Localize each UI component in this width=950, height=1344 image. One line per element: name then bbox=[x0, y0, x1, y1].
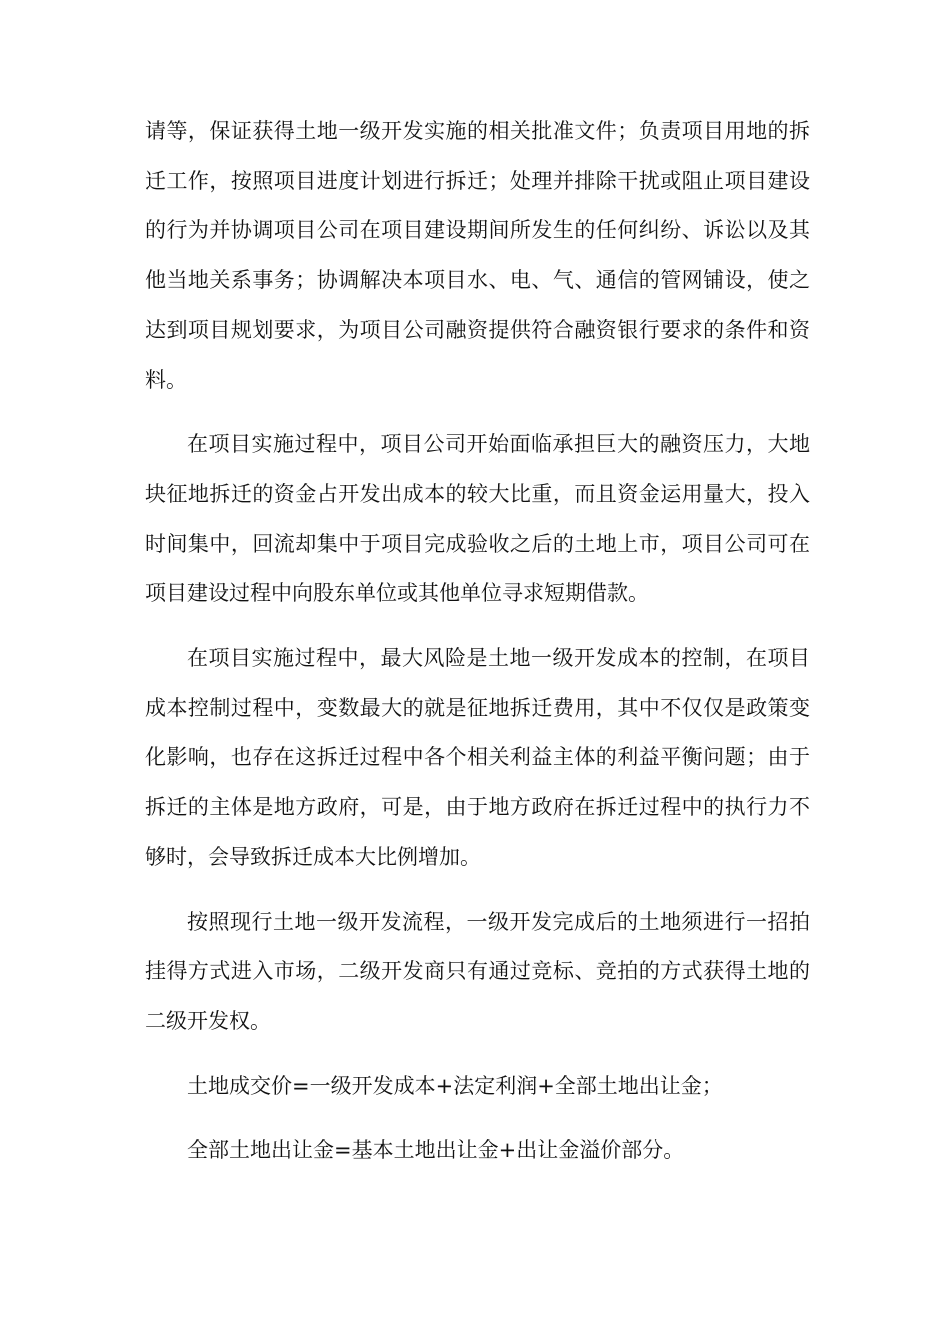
paragraph-cost-control-risk: 在项目实施过程中，最大风险是土地一级开发成本的控制，在项目成本控制过程中，变数最大的就是征地拆迁费用，其中不仅仅是政策变化影响，也存在这拆迁过程中各个相关利益主体的利益平衡问题；由于拆迁的主体是地方政府，可是，由于地方政府在拆迁过程中的执行力不够时，会导致拆迁成本大比例增加。 bbox=[145, 646, 810, 869]
formula-land-transaction-price: 土地成交价=一级开发成本+法定利润+全部土地出让金； bbox=[187, 1073, 723, 1098]
document-page bbox=[145, 107, 810, 1191]
formula-total-land-transfer-fee: 全部土地出让金=基本土地出让金+出让金溢价部分。 bbox=[187, 1138, 685, 1163]
paragraph-development-process: 按照现行土地一级开发流程，一级开发完成后的土地须进行一招拍挂得方式进入市场，二级开发商只有通过竞标、竞拍的方式获得土地的二级开发权。 bbox=[145, 909, 810, 1033]
paragraph-land-development-responsibilities: 请等，保证获得土地一级开发实施的相关批准文件；负责项目用地的拆迁工作，按照项目进度计划进行拆迁；处理并排除干扰或阻止项目建设的行为并协调项目公司在项目建设期间所发生的任何纠纷、诉讼以及其他当地关系事务；协调解决本项目水、电、气、通信的管网铺设，使之达到项目规划要求，为项目公司融资提供符合融资银行要求的条件和资料。 bbox=[145, 119, 810, 392]
paragraph-financing-pressure: 在项目实施过程中，项目公司开始面临承担巨大的融资压力，大地块征地拆迁的资金占开发出成本的较大比重，而且资金运用量大，投入时间集中，回流却集中于项目完成验收之后的土地上市，项目公司可在项目建设过程中向股东单位或其他单位寻求短期借款。 bbox=[145, 432, 810, 606]
